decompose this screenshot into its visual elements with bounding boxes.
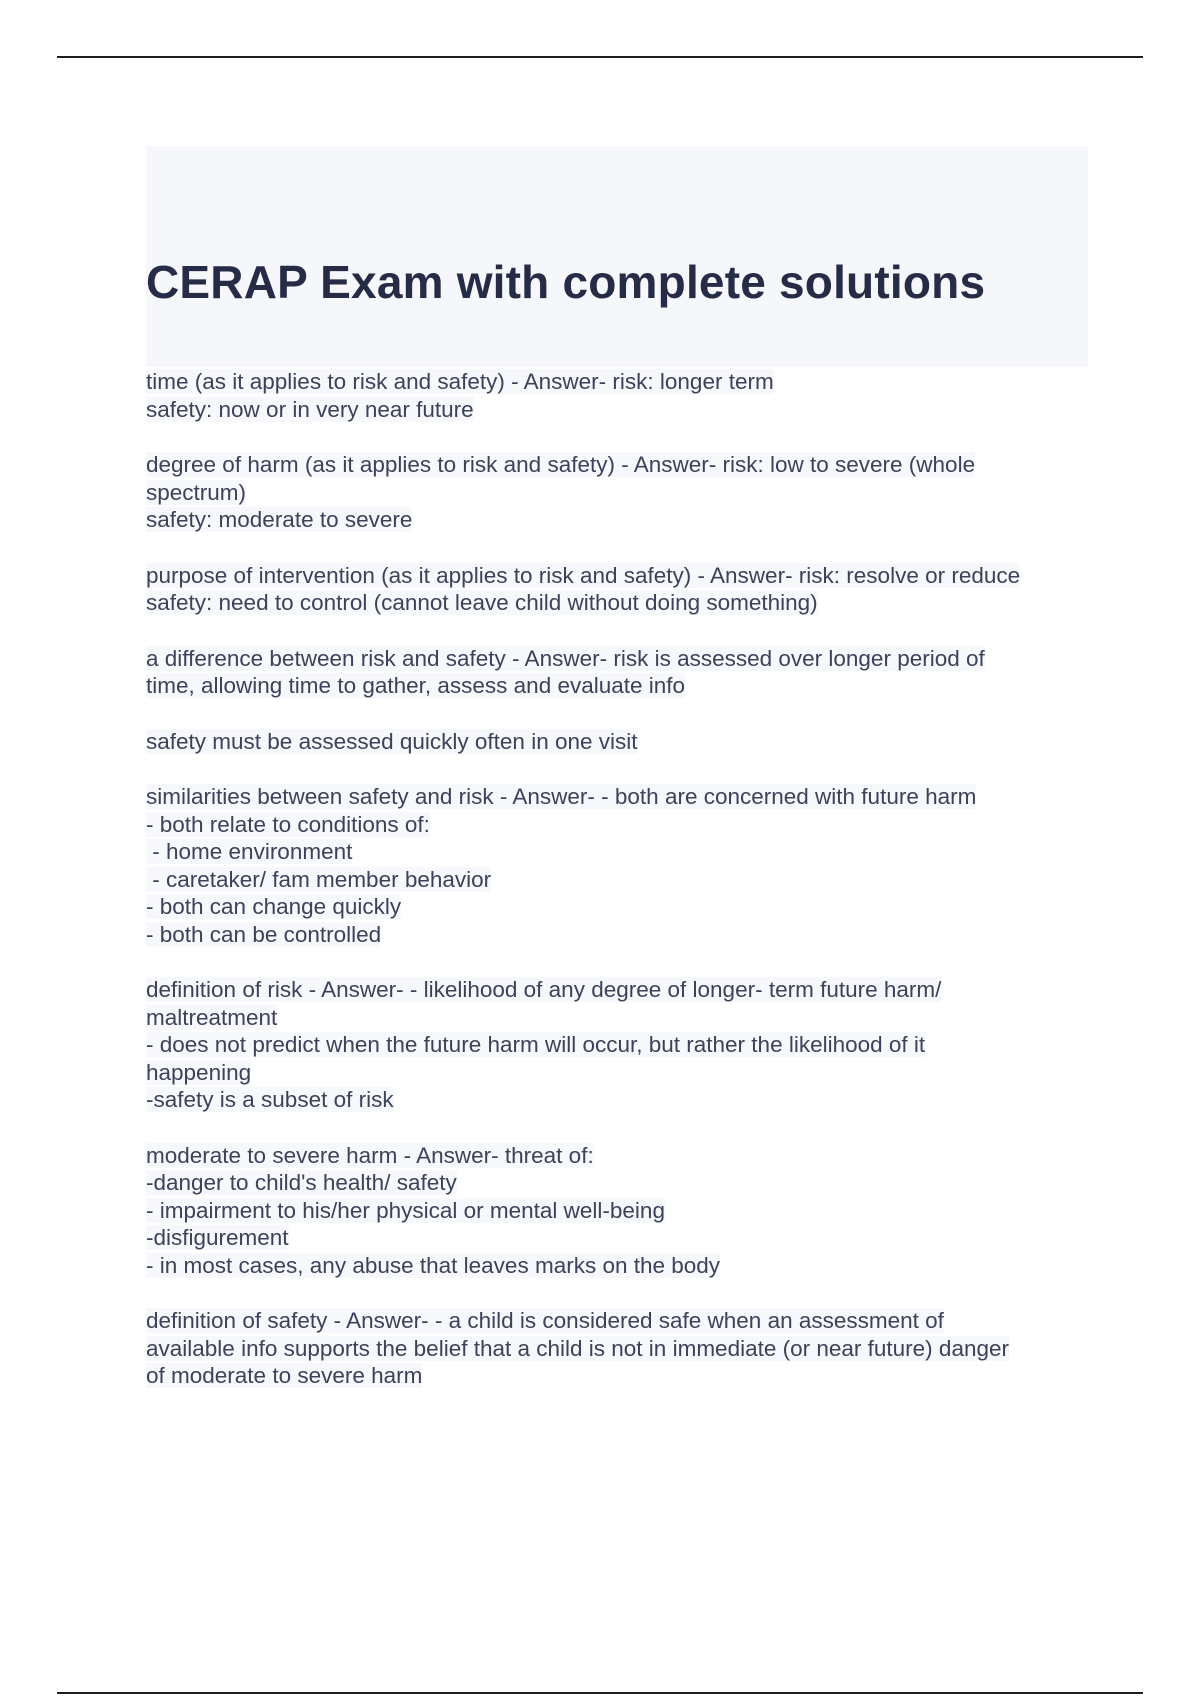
entry-line: definition of safety - Answer- - a child is considered safe when an assessment of xyxy=(146,1308,944,1333)
entry-line: - home environment xyxy=(146,839,353,864)
entry-line: safety: moderate to severe xyxy=(146,507,413,532)
document-title: CERAP Exam with complete solutions xyxy=(146,256,986,308)
entry-line: - caretaker/ fam member behavior xyxy=(146,866,492,892)
entry-line: a difference between risk and safety - Answer- risk is assessed over longer period of xyxy=(146,645,985,671)
entry-line: - does not predict when the future harm will occur, but rather the likelihood of it xyxy=(146,1032,926,1057)
entry-line: - in most cases, any abuse that leaves marks on the body xyxy=(146,1252,721,1278)
entry-line: definition of risk - Answer- - likelihood of any degree of longer- term future harm/ xyxy=(146,977,942,1002)
entry-purpose-of-intervention xyxy=(146,562,1091,617)
entry-line: safety: need to control (cannot leave child without doing something) xyxy=(146,590,818,615)
entry-safety-assessed xyxy=(146,728,1091,756)
entry-line: -disfigurement xyxy=(146,1225,289,1250)
entry-line: - both can be controlled xyxy=(146,921,382,947)
entry-definition-of-safety xyxy=(146,1307,1091,1390)
entry-similarities xyxy=(146,783,1091,948)
entry-line: -safety is a subset of risk xyxy=(146,1087,394,1112)
entry-line: purpose of intervention (as it applies to risk and safety) - Answer- risk: resolve or reduce xyxy=(146,562,1021,588)
entry-line: happening xyxy=(146,1059,252,1085)
entry-line: - impairment to his/her physical or mental well-being xyxy=(146,1197,665,1223)
bottom-rule xyxy=(57,1692,1143,1694)
entry-line: maltreatment xyxy=(146,1004,278,1030)
entry-time xyxy=(146,368,1091,423)
entry-line: degree of harm (as it applies to risk and safety) - Answer- risk: low to severe (whole xyxy=(146,452,976,477)
entry-line: - both relate to conditions of: xyxy=(146,811,430,837)
document-body xyxy=(146,368,1091,1418)
entry-line: moderate to severe harm - Answer- threat of: xyxy=(146,1142,594,1168)
top-rule xyxy=(57,56,1143,58)
entry-line: safety must be assessed quickly often in one visit xyxy=(146,728,638,754)
entry-line: - both can change quickly xyxy=(146,894,402,919)
entry-line: spectrum) xyxy=(146,479,247,505)
entry-line: available info supports the belief that a child is not in immediate (or near future) danger xyxy=(146,1335,1009,1361)
entry-difference xyxy=(146,645,1091,700)
entry-line: time, allowing time to gather, assess and evaluate info xyxy=(146,673,686,698)
entry-line: similarities between safety and risk - Answer- - both are concerned with future harm xyxy=(146,784,977,809)
entry-definition-of-risk xyxy=(146,976,1091,1114)
entry-moderate-to-severe-harm xyxy=(146,1142,1091,1280)
entry-line: -danger to child's health/ safety xyxy=(146,1170,457,1195)
entry-line: time (as it applies to risk and safety) - Answer- risk: longer term xyxy=(146,369,774,394)
entry-line: of moderate to severe harm xyxy=(146,1363,423,1388)
entry-degree-of-harm xyxy=(146,451,1091,534)
entry-line: safety: now or in very near future xyxy=(146,396,474,422)
